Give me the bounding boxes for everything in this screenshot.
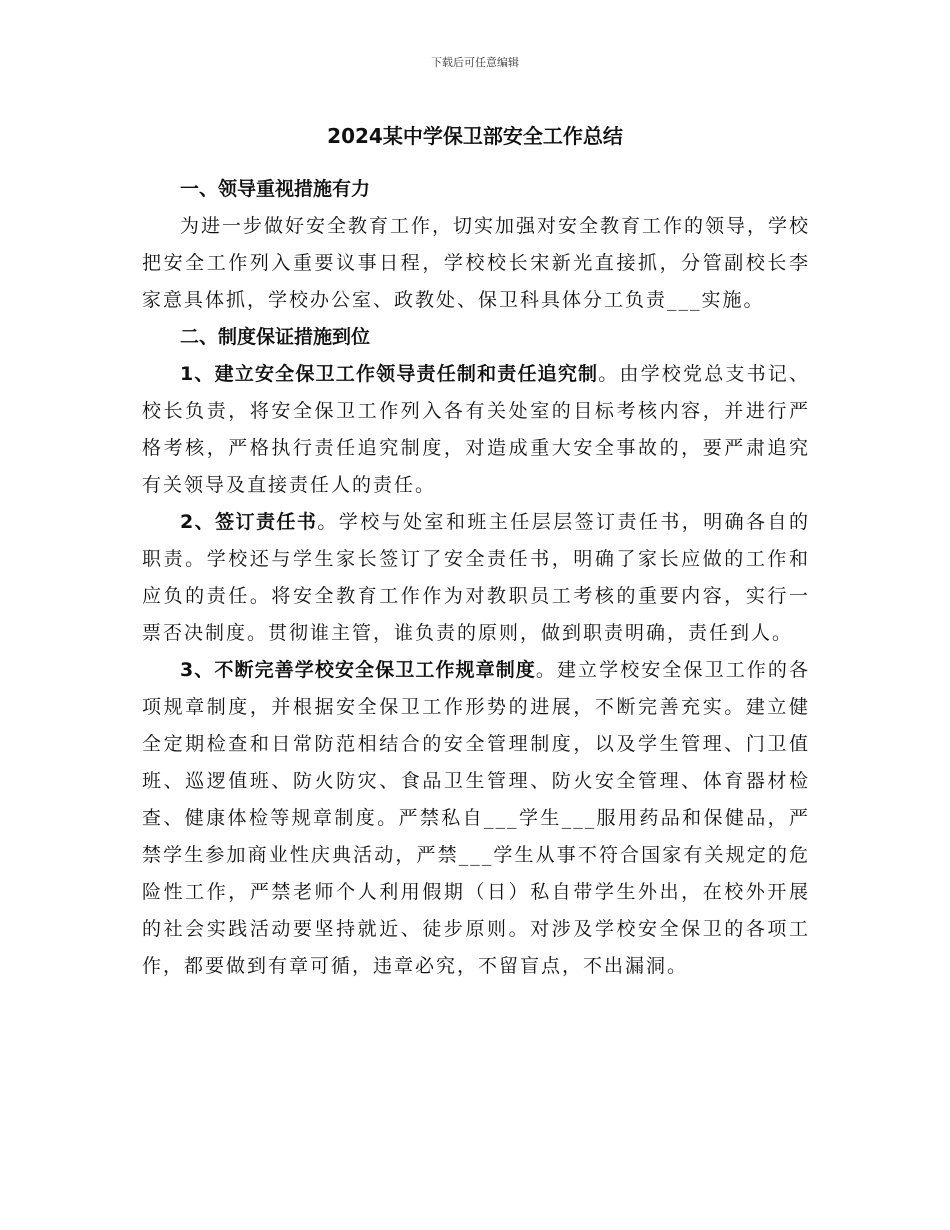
- paragraph-lead-rules-regulations: 3、不断完善学校安全保卫工作规章制度: [180, 659, 536, 681]
- paragraph-rules-regulations: [142, 652, 810, 985]
- header-note: 下载后可任意编辑: [431, 56, 519, 69]
- paragraph-body-responsibility-letter: 。学校与处室和班主任层层签订责任书，明确各自的职责。学校还与学生家长签订了安全责任书，明确了家长应做的工作和应负的责任。将安全教育工作作为对教职员工考核的重要内容，实行一票否决制度。贯彻谁主管，谁负责的原则，做到职责明确，责任到人。: [142, 511, 810, 644]
- paragraph-body-responsibility-system: 。由学校党总支书记、校长负责，将安全保卫工作列入各有关处室的目标考核内容，并进行严格考核，严格执行责任追究制度，对造成重大安全事故的，要严肃追究有关领导及直接责任人的责任。: [142, 363, 810, 496]
- paragraph-responsibility-system: [142, 356, 810, 504]
- document-title: 2024某中学保卫部安全工作总结: [327, 124, 623, 148]
- paragraph-body-rules-regulations: 。建立学校安全保卫工作的各项规章制度，并根据安全保卫工作形势的进展，不断完善充实。建立健全定期检查和日常防范相结合的安全管理制度，以及学生管理、门卫值班、巡逻值班、防火防灾、食品卫生管理、防火安全管理、体育器材检查、健康体检等规章制度。严禁私自___学生___服用药品和保健品，严禁学生参加商业性庆典活动，严禁___学生从事不符合国家有关规定的危险性工作，严禁老师个人利用假期（日）私自带学生外出，在校外开展的社会实践活动要坚持就近、徒步原则。对涉及学校安全保卫的各项工作，都要做到有章可循，违章必究，不留盲点，不出漏洞。: [142, 659, 810, 977]
- section-heading-system: 二、制度保证措施到位: [180, 326, 371, 348]
- paragraph-lead-responsibility-letter: 2、签订责任书: [180, 511, 318, 533]
- document-body: [142, 171, 810, 985]
- paragraph-responsibility-letter: [142, 504, 810, 652]
- paragraph-leadership: 为进一步做好安全教育工作，切实加强对安全教育工作的领导，学校把安全工作列入重要议事日程，学校校长宋新光直接抓，分管副校长李家意具体抓，学校办公室、政教处、保卫科具体分工负责___实施。: [142, 215, 811, 311]
- paragraph-lead-responsibility-system: 1、建立安全保卫工作领导责任制和责任追究制: [180, 363, 599, 385]
- section-heading-leadership: 一、领导重视措施有力: [180, 178, 371, 200]
